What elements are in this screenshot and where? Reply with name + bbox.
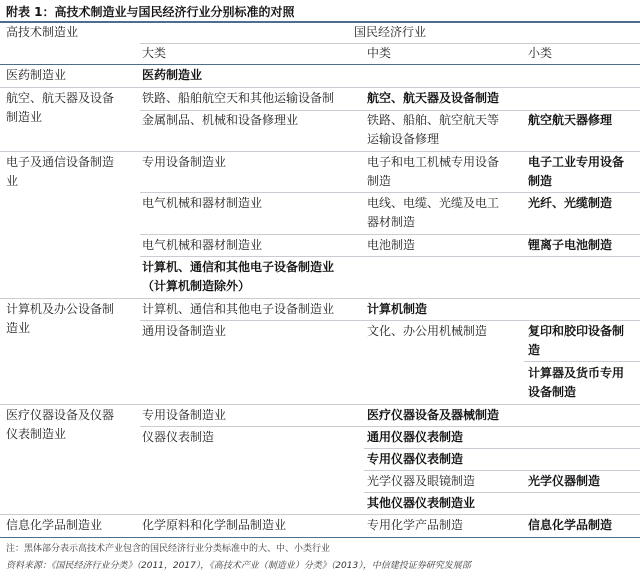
divider xyxy=(0,87,640,88)
cell-inst-middle-4: 光学仪器及眼镜制造 xyxy=(367,474,476,488)
cell-aero-middle-1: 航空、航天器及设备制造 xyxy=(367,91,500,105)
header-national-economy: 国民经济行业 xyxy=(353,25,426,39)
divider xyxy=(524,361,640,362)
cell-elec-minor-3: 锂离子电池制造 xyxy=(528,238,613,252)
divider xyxy=(0,514,640,515)
divider xyxy=(364,492,640,493)
cell-elec-minor-2: 光纤、光缆制造 xyxy=(528,196,613,210)
cell-chem-label: 信息化学品制造业 xyxy=(6,518,103,532)
cell-med-label: 医药制造业 xyxy=(6,68,67,82)
cell-elec-major-2: 电气机械和器材制造业 xyxy=(142,196,263,210)
cell-aero-label-1: 航空、航天器及设备 xyxy=(6,91,115,105)
cell-comp-major-1: 计算机、通信和其他电子设备制造业 xyxy=(142,302,335,316)
cell-elec-minor-1a: 电子工业专用设备 xyxy=(528,155,625,169)
divider xyxy=(140,320,640,321)
cell-elec-major-3: 电气机械和器材制造业 xyxy=(142,238,263,252)
divider xyxy=(364,470,640,471)
header-middle-class: 中类 xyxy=(367,46,392,60)
cell-inst-major-1: 专用设备制造业 xyxy=(142,408,227,422)
cell-chem-major: 化学原料和化学制品制造业 xyxy=(142,518,287,532)
divider xyxy=(0,404,640,405)
header-minor-class: 小类 xyxy=(528,46,553,60)
footnote: 注：黑体部分表示高技术产业包含的国民经济行业分类标准中的大、中、小类行业 xyxy=(6,544,331,554)
cell-med-major: 医药制造业 xyxy=(142,68,203,82)
header-high-tech: 高技术制造业 xyxy=(6,25,79,39)
cell-comp-minor-3b: 设备制造 xyxy=(528,385,577,399)
cell-comp-label-1: 计算机及办公设备制 xyxy=(6,302,115,316)
cell-comp-minor-3a: 计算器及货币专用 xyxy=(528,366,625,380)
cell-aero-minor-2: 航空航天器修理 xyxy=(528,113,613,127)
cell-elec-major-4b: （计算机制造除外） xyxy=(142,279,251,293)
divider xyxy=(140,192,640,193)
cell-inst-major-2: 仪器仪表制造 xyxy=(142,430,215,444)
cell-inst-label-2: 仪表制造业 xyxy=(6,427,67,441)
divider xyxy=(0,298,640,299)
cell-comp-minor-2a: 复印和胶印设备制 xyxy=(528,324,625,338)
cell-chem-minor: 信息化学品制造 xyxy=(528,518,613,532)
cell-inst-minor-4: 光学仪器制造 xyxy=(528,474,601,488)
header-major-class: 大类 xyxy=(142,46,167,60)
cell-elec-middle-1b: 制造 xyxy=(367,174,392,188)
cell-aero-middle-2b: 运输设备修理 xyxy=(367,132,440,146)
cell-inst-middle-3: 专用仪器仪表制造 xyxy=(367,452,464,466)
bottom-rule xyxy=(0,537,640,538)
cell-inst-label-1: 医疗仪器设备及仪器 xyxy=(6,408,115,422)
divider xyxy=(0,151,640,152)
cell-elec-major-1: 专用设备制造业 xyxy=(142,155,227,169)
cell-aero-label-2: 制造业 xyxy=(6,110,43,124)
page-title: 附表 1：高技术制造业与国民经济行业分别标准的对照 xyxy=(6,5,295,19)
cell-aero-major-2: 金属制品、机械和设备修理业 xyxy=(142,113,299,127)
cell-elec-middle-2a: 电线、电缆、光缆及电工 xyxy=(367,196,500,210)
cell-comp-minor-2b: 造 xyxy=(528,343,541,357)
cell-elec-middle-3: 电池制造 xyxy=(367,238,416,252)
cell-elec-label-1: 电子及通信设备制造 xyxy=(6,155,115,169)
cell-elec-middle-2b: 器材制造 xyxy=(367,215,416,229)
divider xyxy=(140,256,640,257)
divider xyxy=(140,426,640,427)
cell-elec-middle-1a: 电子和电工机械专用设备 xyxy=(367,155,500,169)
cell-comp-label-2: 造业 xyxy=(6,321,31,335)
cell-comp-middle-2: 文化、办公用机械制造 xyxy=(367,324,488,338)
cell-chem-middle: 专用化学产品制造 xyxy=(367,518,464,532)
cell-inst-middle-2: 通用仪器仪表制造 xyxy=(367,430,464,444)
cell-aero-major-1: 铁路、船舶航空天和其他运输设备制 xyxy=(142,91,335,105)
divider xyxy=(140,234,640,235)
divider xyxy=(364,448,640,449)
cell-elec-major-4a: 计算机、通信和其他电子设备制造业 xyxy=(142,260,335,274)
cell-inst-middle-1: 医疗仪器设备及器械制造 xyxy=(367,408,500,422)
cell-comp-major-2: 通用设备制造业 xyxy=(142,324,227,338)
header-rule xyxy=(0,64,640,65)
cell-aero-middle-2a: 铁路、船舶、航空航天等 xyxy=(367,113,500,127)
cell-elec-minor-1b: 制造 xyxy=(528,174,553,188)
cell-comp-middle-1: 计算机制造 xyxy=(367,302,428,316)
cell-elec-label-2: 业 xyxy=(6,174,19,188)
source-note: 资料来源：《国民经济行业分类》（2011，2017），《高技术产业（制造业）分类》（2013），中信建投证券研究发展部 xyxy=(6,561,471,571)
cell-inst-middle-5: 其他仪器仪表制造业 xyxy=(367,496,476,510)
